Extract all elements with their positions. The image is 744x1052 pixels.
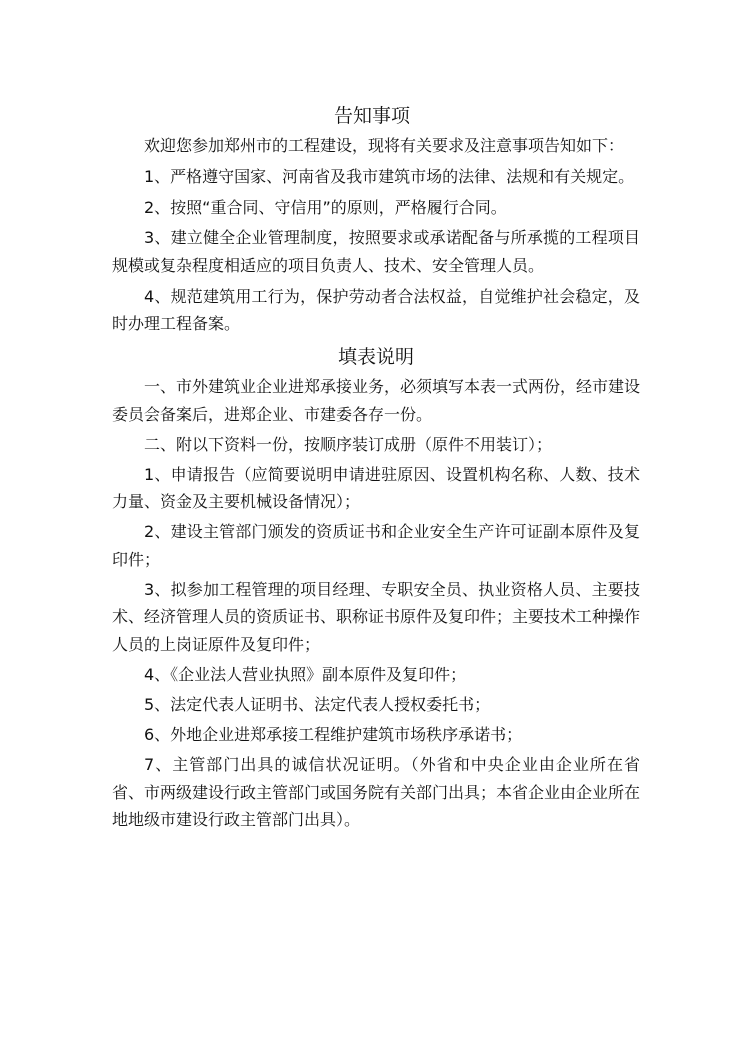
notice-title: 告知事项 bbox=[333, 105, 410, 127]
instructions-item-one: 一、市外建筑业企业进郑承接业务，必须填写本表一式两份，经市建设委员会备案后，进郑企业、市建委各存一份。 bbox=[112, 377, 641, 424]
attachment-item-6: 6、外地企业进郑承接工程维护建筑市场秩序承诺书； bbox=[144, 724, 523, 744]
notice-intro: 欢迎您参加郑州市的工程建设，现将有关要求及注意事项告知如下： bbox=[144, 136, 625, 155]
notice-item-2: 2、按照“重合同、守信用”的原则，严格履行合同。 bbox=[144, 197, 507, 217]
attachment-item-5: 5、法定代表人证明书、法定代表人授权委托书； bbox=[144, 694, 491, 714]
attachment-item-7: 7、主管部门出具的诚信状况证明。（外省和中央企业由企业所在省省、市两级建设行政主管部门或国务院有关部门出具；本省企业由企业所在地地级市建设行政主管部门出具）。 bbox=[112, 754, 641, 830]
attachment-item-1: 1、申请报告（应简要说明申请进驻原因、设置机构名称、人数、技术力量、资金及主要机械设备情况）； bbox=[112, 464, 640, 512]
instructions-title: 填表说明 bbox=[337, 346, 414, 369]
document-page bbox=[112, 100, 640, 836]
notice-item-3: 3、建立健全企业管理制度，按照要求或承诺配备与所承揽的工程项目规模或复杂程度相适应的项目负责人、技术、安全管理人员。 bbox=[112, 228, 640, 275]
attachment-item-4: 4、《企业法人营业执照》副本原件及复印件； bbox=[144, 664, 467, 684]
instructions-section bbox=[112, 341, 640, 834]
notice-item-4: 4、规范建筑用工行为，保护劳动者合法权益，自觉维护社会稳定，及时办理工程备案。 bbox=[112, 286, 640, 334]
attachment-item-2: 2、建设主管部门颁发的资质证书和企业安全生产许可证副本原件及复印件； bbox=[112, 522, 640, 569]
instructions-item-two: 二、附以下资料一份，按顺序装订成册（原件不用装订）； bbox=[144, 434, 553, 454]
notice-section bbox=[112, 100, 640, 338]
attachment-item-3: 3、拟参加工程管理的项目经理、专职安全员、执业资格人员、主要技术、经济管理人员的资质证书、职称证书原件及复印件；主要技术工种操作人员的上岗证原件及复印件； bbox=[112, 579, 641, 654]
notice-item-1: 1、严格遵守国家、河南省及我市建筑市场的法律、法规和有关规定。 bbox=[144, 166, 635, 186]
